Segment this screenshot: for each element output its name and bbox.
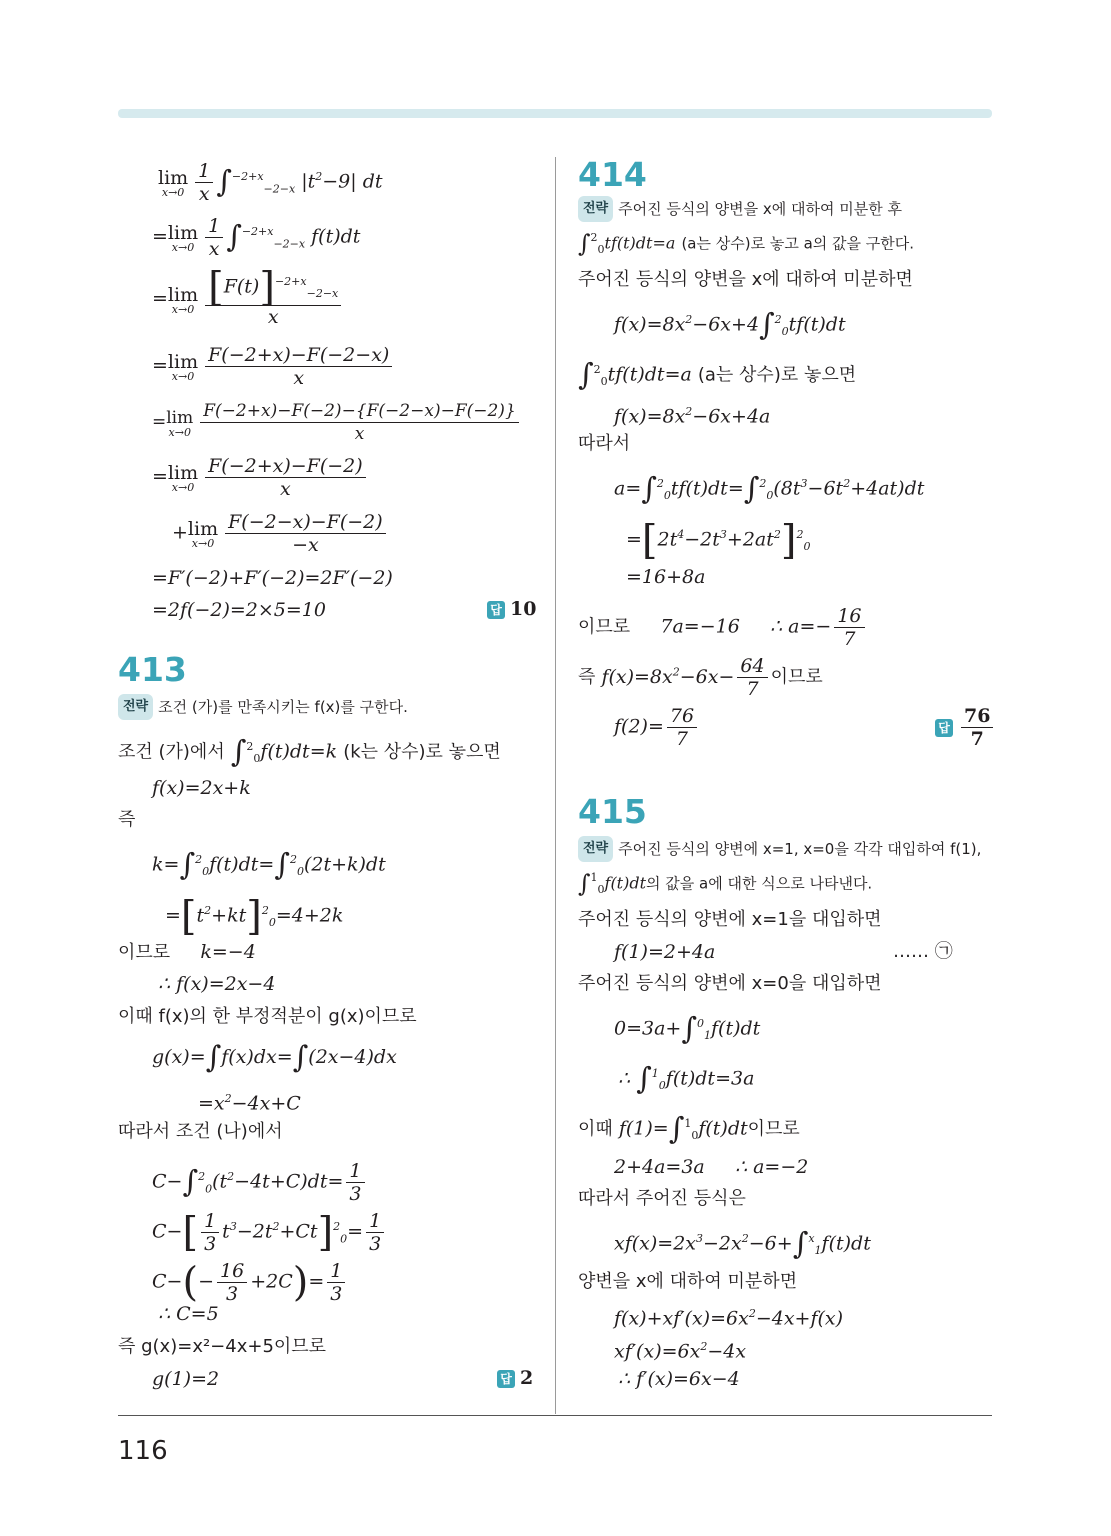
text-line: 이므로 k=−4 (118, 941, 256, 963)
text-line: 주어진 등식의 양변에 x=1을 대입하면 (578, 909, 882, 930)
text-line: 따라서 조건 (나)에서 (118, 1121, 283, 1142)
text-line: 이때 f(1)=∫$^1_0$f(t)dt이므로 (578, 1111, 800, 1147)
text-line: 즉 g(x)=x²−4x+5이므로 (118, 1336, 327, 1357)
eq-line: $f(x)=8x^2-6x+4\int^2_0tf(t)dt$ (614, 307, 846, 343)
eq-line: = lim x→0 $\frac{F(-2+x)-F(-2-x)}{x}$ (152, 344, 395, 389)
eq-line: = lim x→0 $\frac{[F(t)]^{-2+x}_{-2-x}}{x}$ (152, 271, 344, 328)
eq-line: C−(− $\frac{16}{3}$ +2C)= $\frac{1}{3}$ (152, 1260, 348, 1305)
strategy: 전략 주어진 등식의 양변에 x=1, x=0을 각각 대입하여 f(1), (578, 836, 981, 862)
eq-line: g(x)=∫f(x)dx=∫(2x−4)dx (152, 1040, 397, 1075)
eq-line: = lim x→0 $\frac{F(-2+x)-F(-2)-\{F(-2-x)-F(-2)\}}{x}$ (152, 400, 522, 445)
eq-line: =F′(−2)+F′(−2)=2F′(−2) (152, 567, 393, 589)
eq-line: 0=3a+∫$^0_1$f(t)dt (614, 1011, 761, 1047)
equation-mark: …… ㉠ (893, 941, 953, 962)
eq-line: = lim x→0 $\frac{1}{x}$ ∫$^{-2+x}_{-2-x}$ f(t)dt (152, 215, 361, 260)
answer-412: 답 10 (487, 598, 536, 620)
text-line: 주어진 등식의 양변에 x=0을 대입하면 (578, 973, 882, 994)
problem-number: 414 (578, 155, 647, 194)
problem-number: 413 (118, 650, 187, 689)
eq-line: ∴ f′(x)=6x−4 (618, 1368, 740, 1390)
eq-line: ∴ C=5 (158, 1303, 219, 1325)
eq-line: =2f(−2)=2×5=10 (152, 599, 326, 621)
page-number: 116 (118, 1436, 168, 1466)
text-line: 즉 (118, 809, 136, 830)
eq-line: = lim x→0 $\frac{F(-2+x)-F(-2)}{x}$ (152, 455, 369, 500)
text-line: 양변을 x에 대하여 미분하면 (578, 1271, 798, 1292)
text-line: 따라서 주어진 등식은 (578, 1188, 746, 1209)
eq-line: $=x^2-4x+C$ (198, 1092, 301, 1115)
answer-413: 답 2 (497, 1367, 533, 1389)
eq-line: 2+4a=3a ∴ a=−2 (614, 1156, 809, 1178)
eq-line: =16+8a (626, 566, 706, 588)
eq-line: $xf'(x)=6x^2-4x$ (614, 1340, 747, 1363)
eq-line: $f(x)=8x^2-6x+4a$ (614, 405, 771, 428)
text-line: 즉 $f(x)=8x^2-6x-$ $\frac{64}{7}$ 이므로 (578, 655, 823, 700)
eq-line: k=∫$^2_0$f(t)dt=∫$^2_0$(2t+k)dt (152, 847, 386, 883)
problem-number: 415 (578, 792, 647, 831)
text-line: 주어진 등식의 양변을 x에 대하여 미분하면 (578, 269, 913, 290)
text-line: 따라서 (578, 433, 631, 454)
text-line: 이므로 7a=−16 ∴ a=− $\frac{16}{7}$ (578, 605, 868, 650)
eq-line: f(1)=2+4a (614, 941, 716, 963)
eq-line: $C-\int^2_0(t^2-4t+C)dt=$ $\frac{1}{3}$ (152, 1160, 368, 1205)
eq-line: ∴ ∫$^1_0$f(t)dt=3a (618, 1061, 755, 1097)
eq-line: $=[2t^4-2t^3+2at^2]^2_0$ (626, 517, 811, 564)
answer-414: 답 $\frac{76}{7}$ (935, 705, 996, 750)
text-line: 이때 f(x)의 한 부정적분이 g(x)이므로 (118, 1006, 417, 1027)
eq-line: ∴ f(x)=2x−4 (158, 973, 276, 995)
strategy-cont: ∫$^1_0$f(t)dt의 값을 a에 대한 식으로 나타낸다. (578, 869, 873, 898)
bottom-rule (118, 1415, 992, 1416)
eq-line: f(x)=2x+k (152, 777, 251, 799)
strategy-cont: ∫$^2_0$tf(t)dt=a (a는 상수)로 놓고 a의 값을 구한다. (578, 229, 915, 258)
eq-line: $a=\int^2_0tf(t)dt=\int^2_0(8t^3-6t^2+4at)dt$ (614, 471, 925, 507)
eq-line: $f(x)+xf'(x)=6x^2-4x+f(x)$ (614, 1307, 844, 1330)
eq-line: $=[t^2+kt]^2_0=4+2k$ (165, 893, 344, 940)
strategy: 전략 주어진 등식의 양변을 x에 대하여 미분한 후 (578, 196, 902, 222)
eq-line: + lim x→0 $\frac{F(-2-x)-F(-2)}{-x}$ (172, 511, 389, 556)
eq-line: f(2)= $\frac{76}{7}$ (614, 705, 700, 750)
eq-line: C−[ $\frac{1}{3}$ $t^3-2t^2+Ct]^2_0=$ $\frac{1}{3}$ (152, 1210, 387, 1255)
text-line: ∫$^2_0$tf(t)dt=a (a는 상수)로 놓으면 (578, 357, 857, 393)
eq-line: lim x→0 $\frac{1}{x}$ ∫$^{-2+x}_{-2-x}$ $|t^2-9|$ dt (158, 160, 383, 205)
top-bar (118, 109, 992, 118)
text-line: 조건 (가)에서 ∫$^2_0$f(t)dt=k (k는 상수)로 놓으면 (118, 734, 501, 770)
eq-line: g(1)=2 (152, 1368, 220, 1390)
strategy: 전략 조건 (가)를 만족시키는 f(x)를 구한다. (118, 694, 408, 720)
column-divider (555, 157, 556, 1414)
eq-line: $xf(x)=2x^3-2x^2-6+\int^x_1f(t)dt$ (614, 1226, 871, 1262)
